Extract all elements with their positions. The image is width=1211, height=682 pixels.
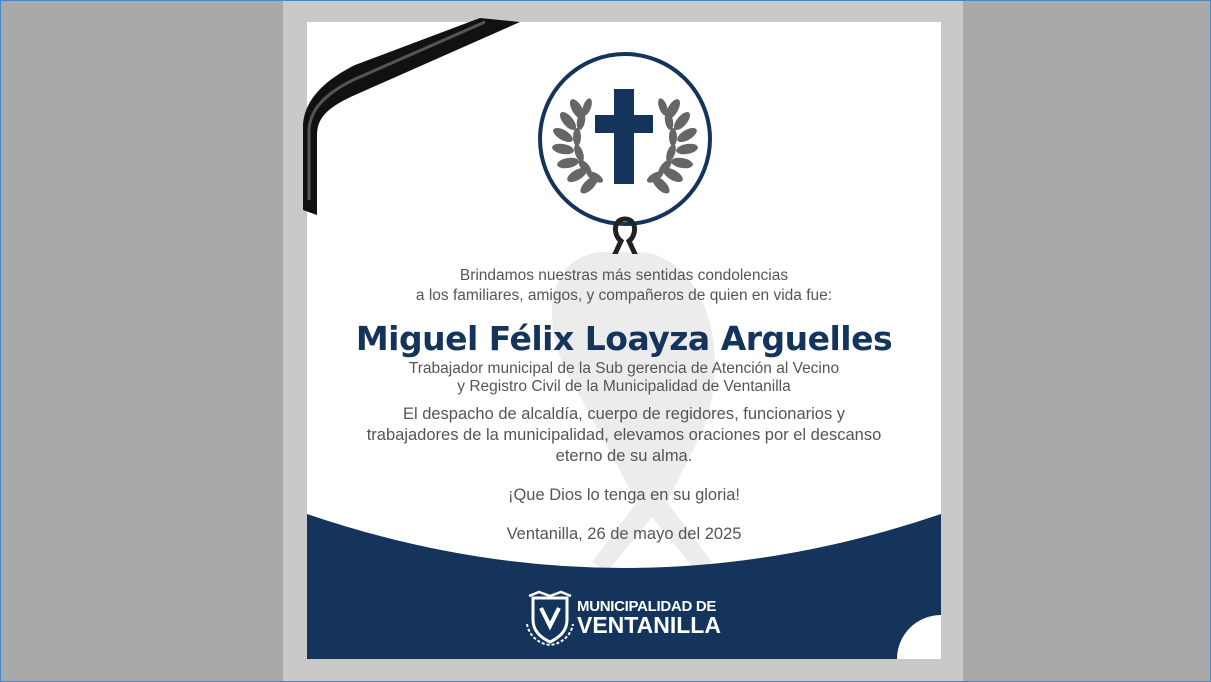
cross-emblem (535, 49, 715, 254)
intro-line-1: Brindamos nuestras más sentidas condolencias (459, 267, 789, 284)
role-line-2: y Registro Civil de la Municipalidad de Ventanilla (457, 378, 791, 395)
municipal-logo (525, 588, 735, 648)
blessing-text: ¡Que Dios lo tenga en su gloria! (507, 486, 741, 504)
logo-line-2: VENTANILLA (577, 612, 721, 638)
message-text (307, 404, 941, 467)
role-line-1: Trabajador municipal de la Sub gerencia de Atención al Vecino (408, 360, 840, 377)
role-text (307, 360, 941, 396)
municipal-shield-icon (525, 590, 575, 646)
cross-icon (614, 89, 634, 184)
message-line-2: trabajadores de la municipalidad, elevamos oraciones por el descanso (366, 426, 882, 444)
intro-text (307, 266, 941, 306)
logo-line-1: MUNICIPALIDAD DE (577, 598, 717, 615)
message-line-3: eterno de su alma. (555, 447, 693, 465)
deceased-name: Miguel Félix Loayza Arguelles (355, 319, 893, 358)
intro-line-2: a los familiares, amigos, y compañeros de quien en vida fue: (415, 287, 833, 304)
message-line-1: El despacho de alcaldía, cuerpo de regidores, funcionarios y (402, 405, 846, 423)
dateline-text: Ventanilla, 26 de mayo del 2025 (506, 525, 742, 543)
corner-mourning-ribbon (295, 10, 525, 215)
